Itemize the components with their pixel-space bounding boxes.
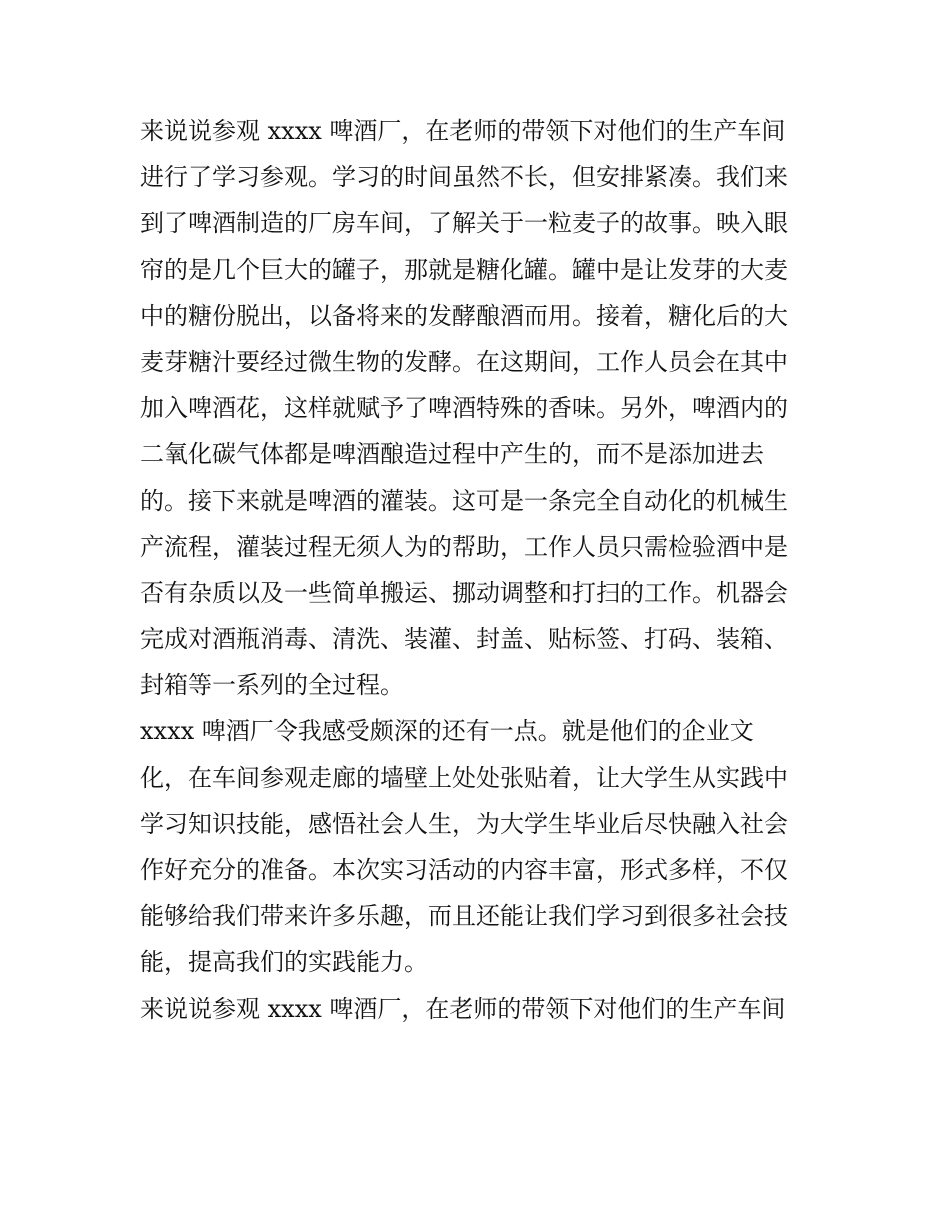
text-line: 化，在车间参观走廊的墙壁上处处张贴着，让大学生从实践中 (140, 763, 788, 792)
text-line: 学习知识技能，感悟社会人生，为大学生毕业后尽快融入社会 (140, 809, 788, 838)
text-line: xxxx 啤酒厂令我感受颇深的还有一点。就是他们的企业文 (140, 717, 754, 746)
text-line: 加入啤酒花，这样就赋予了啤酒特殊的香味。另外，啤酒内的 (140, 394, 788, 423)
text-line: 能，提高我们的实践能力。 (140, 948, 428, 977)
text-line: 帘的是几个巨大的罐子，那就是糖化罐。罐中是让发芽的大麦 (140, 255, 788, 284)
text-line: 中的糖份脱出，以备将来的发酵酿酒而用。接着，糖化后的大 (140, 301, 788, 330)
text-line: 进行了学习参观。学习的时间虽然不长，但安排紧凑。我们来 (140, 163, 788, 192)
text-line: 来说说参观 xxxx 啤酒厂，在老师的带领下对他们的生产车间 (140, 117, 786, 145)
text-line: 产流程，灌装过程无须人为的帮助，工作人员只需检验酒中是 (140, 532, 788, 561)
text-line: 来说说参观 xxxx 啤酒厂，在老师的带领下对他们的生产车间 (140, 994, 786, 1023)
text-line: 到了啤酒制造的厂房车间，了解关于一粒麦子的故事。映入眼 (140, 209, 788, 238)
text-line: 麦芽糖汁要经过微生物的发酵。在这期间，工作人员会在其中 (140, 347, 788, 376)
text-line: 二氧化碳气体都是啤酒酿造过程中产生的，而不是添加进去 (140, 440, 764, 469)
text-line: 封箱等一系列的全过程。 (140, 671, 404, 700)
text-line: 完成对酒瓶消毒、清洗、装灌、封盖、贴标签、打码、装箱、 (140, 625, 788, 654)
text-line: 的。接下来就是啤酒的灌装。这可是一条完全自动化的机械生 (140, 486, 788, 515)
text-line: 能够给我们带来许多乐趣，而且还能让我们学习到很多社会技 (140, 902, 788, 931)
document-body (140, 108, 830, 1032)
text-line: 否有杂质以及一些简单搬运、挪动调整和打扫的工作。机器会 (140, 578, 788, 607)
text-line: 作好充分的准备。本次实习活动的内容丰富，形式多样，不仅 (140, 856, 788, 884)
